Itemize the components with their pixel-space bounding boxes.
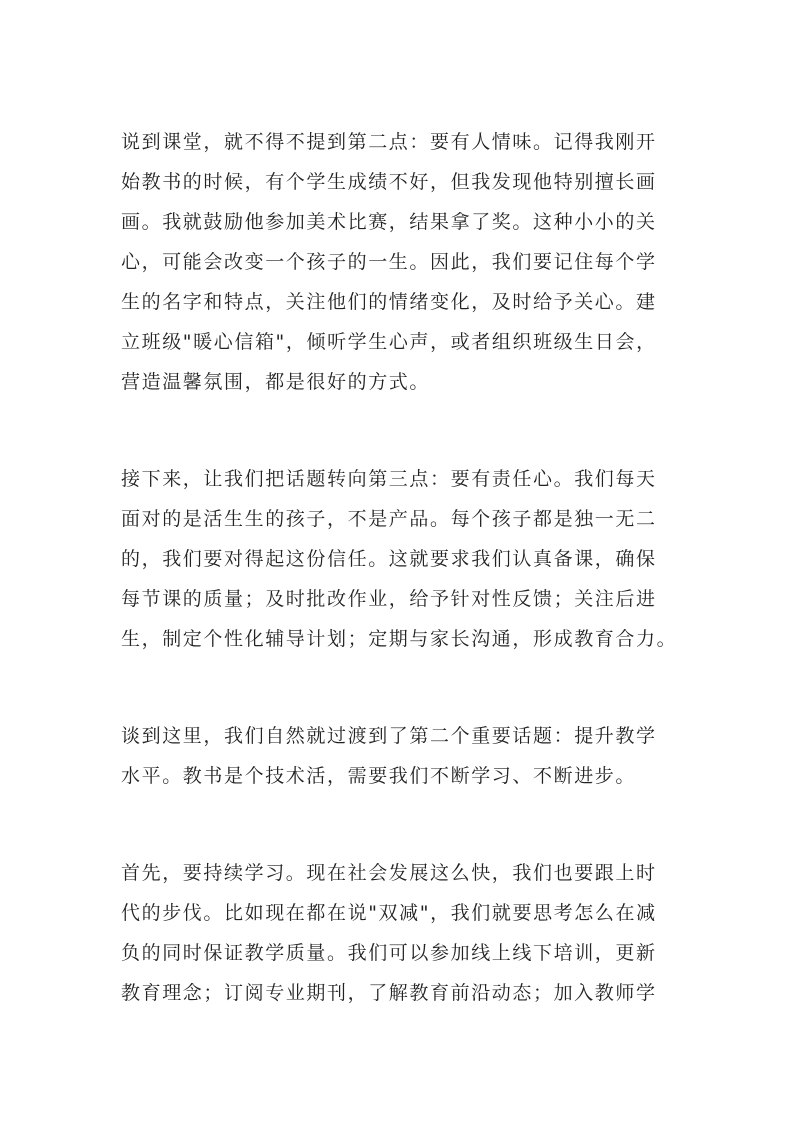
text-line: 接下来，让我们把话题转向第三点：要有责任心。我们每天 xyxy=(121,468,657,490)
paragraph-spacer xyxy=(121,796,681,853)
text-line: 始教书的时候，有个学生成绩不好，但我发现他特别擅长画 xyxy=(121,171,657,193)
text-line: 代的步伐。比如现在都在说"双减"，我们就要思考怎么在减 xyxy=(121,902,657,924)
text-line: 画。我就鼓励他参加美术比赛，结果拿了奖。这种小小的关 xyxy=(121,211,657,233)
text-line: 的，我们要对得起这份信任。这就要求我们认真备课，确保 xyxy=(121,548,657,570)
text-line: 面对的是活生生的孩子，不是产品。每个孩子都是独一无二 xyxy=(121,508,657,530)
paragraph-continuous-learning xyxy=(121,853,681,1013)
paragraph-spacer xyxy=(121,659,681,716)
paragraph-teaching-skill xyxy=(121,716,681,796)
text-line: 营造温馨氛围，都是很好的方式。 xyxy=(121,371,431,393)
paragraph-classroom-warmth xyxy=(121,122,681,402)
text-line: 每节课的质量；及时批改作业，给予针对性反馈；关注后进 xyxy=(121,588,657,610)
text-line: 说到课堂，就不得不提到第二点：要有人情味。记得我刚开 xyxy=(121,131,657,153)
text-line: 首先，要持续学习。现在社会发展这么快，我们也要跟上时 xyxy=(121,862,657,884)
text-line: 生的名字和特点，关注他们的情绪变化，及时给予关心。建 xyxy=(121,291,657,313)
text-line: 生，制定个性化辅导计划；定期与家长沟通，形成教育合力。 xyxy=(121,628,678,650)
text-line: 负的同时保证教学质量。我们可以参加线上线下培训，更新 xyxy=(121,942,657,964)
paragraph-responsibility xyxy=(121,459,681,659)
text-line: 立班级"暖心信箱"，倾听学生心声，或者组织班级生日会， xyxy=(121,331,657,353)
document-body xyxy=(121,122,681,1013)
paragraph-spacer xyxy=(121,402,681,459)
text-line: 心，可能会改变一个孩子的一生。因此，我们要记住每个学 xyxy=(121,251,657,273)
text-line: 水平。教书是个技术活，需要我们不断学习、不断进步。 xyxy=(121,765,637,787)
text-line: 谈到这里，我们自然就过渡到了第二个重要话题：提升教学 xyxy=(121,725,657,747)
text-line: 教育理念；订阅专业期刊，了解教育前沿动态；加入教师学 xyxy=(121,982,657,1004)
